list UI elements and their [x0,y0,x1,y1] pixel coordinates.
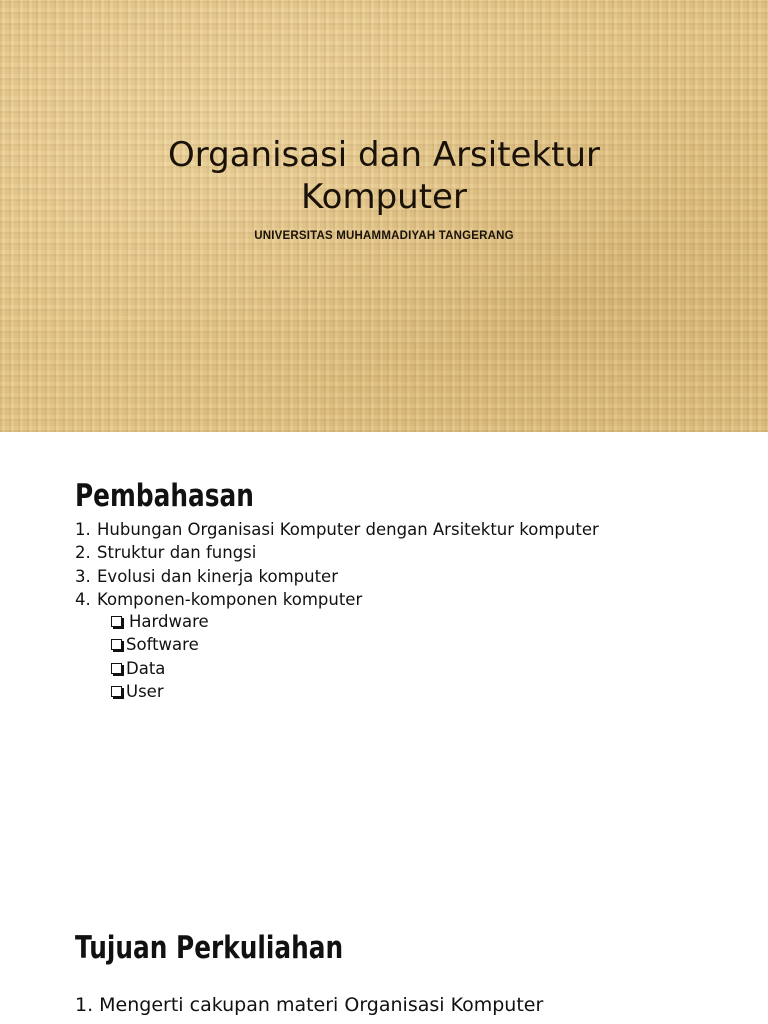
list-item-text: User [126,681,164,701]
checkbox-icon [111,616,122,627]
slide-subtitle: UNIVERSITAS MUHAMMADIYAH TANGERANG [254,230,514,242]
list-item-text: Data [126,658,166,678]
list-item [75,588,599,611]
slide-title [0,134,768,218]
list-item-text: Software [126,635,199,655]
checkbox-icon [111,663,122,674]
list-item-number: 3. [75,566,91,586]
slide-title-line-2: Komputer [301,177,467,217]
heading-tujuan-perkuliahan: Tujuan Perkuliahan [75,930,344,966]
list-item-number: 4. [75,589,91,609]
list-item [111,657,209,680]
list-item-number: 1. [75,520,91,539]
checkbox-icon [111,686,122,697]
list-item-text: Hubungan Organisasi Komputer dengan Arsitektur komputer [97,520,599,539]
goal-list [75,990,543,1020]
list-item: 1. Mengerti cakupan materi Organisasi Komputer [75,994,544,1016]
list-item [111,680,209,703]
list-item-text: Hardware [129,612,209,631]
list-item [75,565,599,588]
checkbox-icon [111,639,122,650]
topic-list [75,518,599,611]
list-item-text: Struktur dan fungsi [97,543,257,563]
list-item-text: Evolusi dan kinerja komputer [97,566,338,586]
slide-title-line-1: Organisasi dan Arsitektur [167,135,601,175]
list-item [111,633,209,656]
title-slide [0,0,768,432]
component-list [111,610,209,703]
list-item [111,610,209,633]
list-item-text: Komponen-komponen komputer [97,589,363,609]
list-item [75,541,599,564]
list-item [75,518,599,541]
heading-pembahasan: Pembahasan [75,478,254,514]
list-item-number: 2. [75,543,91,563]
